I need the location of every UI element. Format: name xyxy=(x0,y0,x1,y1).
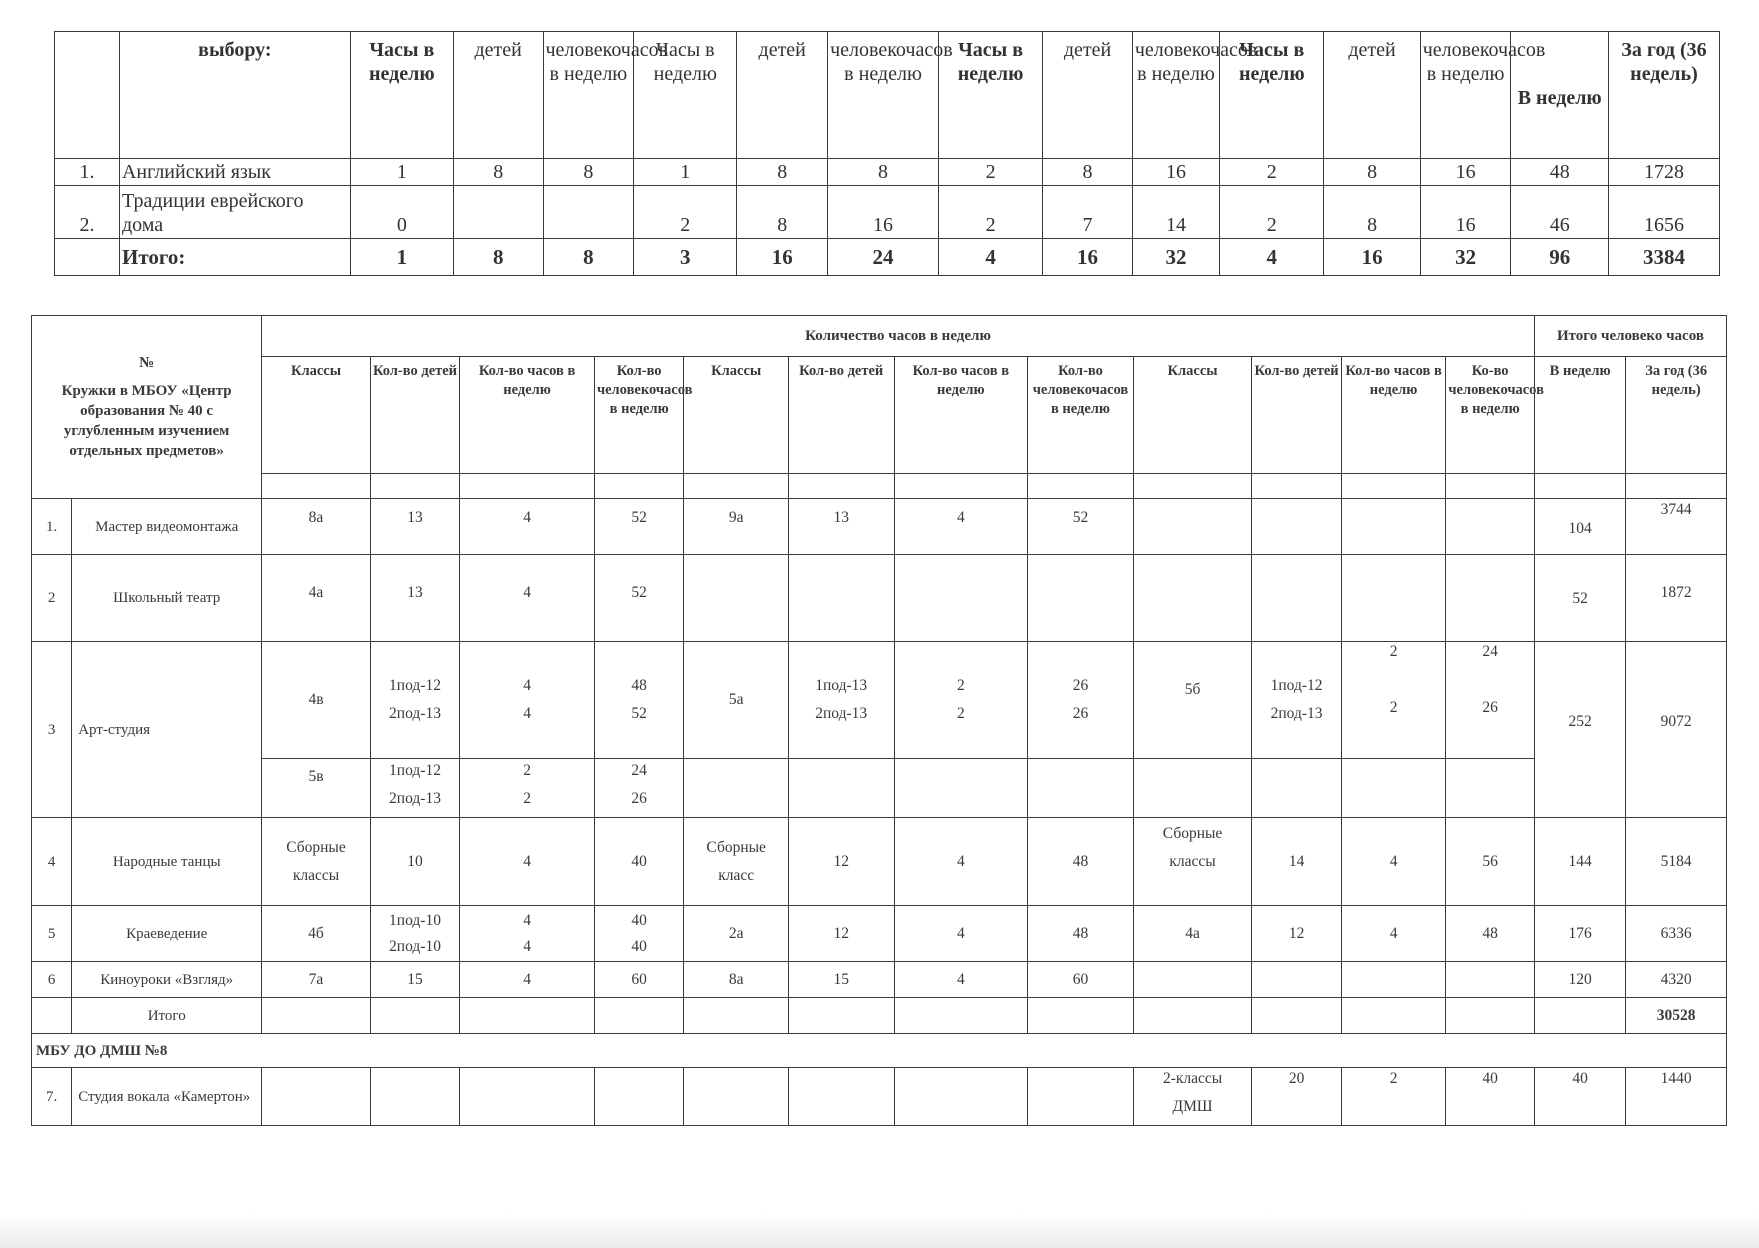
row-number: 2. xyxy=(55,186,120,239)
subgroup-value: 26 xyxy=(631,790,647,807)
cell: 4 xyxy=(894,499,1028,555)
cell: 15 xyxy=(788,962,894,998)
cell: 4б xyxy=(262,906,371,962)
cell: 2 xyxy=(1341,1068,1446,1126)
header-hours: Кол-во часов в неделю xyxy=(1341,357,1446,474)
table-subrow xyxy=(32,759,1727,818)
subgroup-value: 26 xyxy=(1072,677,1089,694)
cell: 5184 xyxy=(1626,818,1727,906)
cell xyxy=(1446,642,1535,759)
cell: 5б xyxy=(1133,642,1252,759)
subject-header: выбору: xyxy=(119,32,350,159)
subgroup-value: 40 xyxy=(631,937,647,955)
header-classes: Классы xyxy=(262,357,371,474)
cell: 16 xyxy=(1132,159,1219,186)
cell xyxy=(684,818,789,906)
cell: 3384 xyxy=(1608,239,1719,276)
cell: 4 xyxy=(460,818,595,906)
table-row xyxy=(32,1068,1727,1126)
table-row xyxy=(32,906,1727,962)
table-header-row xyxy=(32,357,1727,474)
cell xyxy=(1252,642,1341,759)
header-classes: Классы xyxy=(684,357,789,474)
header-hours: Часы в неделю xyxy=(939,32,1043,159)
subject-name: Традиции еврейского дома xyxy=(119,186,350,239)
cell: 252 xyxy=(1534,642,1625,818)
cell: 4 xyxy=(1341,818,1446,906)
subgroup-value: 1под-10 xyxy=(389,911,441,929)
subgroup-value: 24 xyxy=(631,762,647,779)
elective-hours-table xyxy=(54,31,1720,276)
section-title: МБУ ДО ДМШ №8 xyxy=(32,1034,1727,1068)
cell: 48 xyxy=(1028,818,1134,906)
row-number: 7. xyxy=(32,1068,72,1126)
cell xyxy=(594,759,683,818)
cell: 4 xyxy=(1220,239,1324,276)
cell: 20 xyxy=(1252,1068,1341,1126)
cell: 48 xyxy=(1028,906,1134,962)
hours-per-week-header: Количество часов в неделю xyxy=(262,316,1535,357)
cell: 96 xyxy=(1511,239,1608,276)
header-children: Кол-во детей xyxy=(788,357,894,474)
header-children: детей xyxy=(737,32,828,159)
cell: 7а xyxy=(262,962,371,998)
total-row xyxy=(32,998,1727,1034)
subgroup-value: 2 xyxy=(1389,699,1398,716)
cell: 8 xyxy=(1324,186,1420,239)
header-children: детей xyxy=(1324,32,1420,159)
cell: 48 xyxy=(1511,159,1608,186)
cell: 1 xyxy=(634,159,737,186)
cell: 2 xyxy=(939,186,1043,239)
cell-line: Сборные xyxy=(286,838,346,856)
row-number: 3 xyxy=(32,642,72,818)
cell: 46 xyxy=(1511,186,1608,239)
cell xyxy=(594,642,683,759)
clubs-header xyxy=(32,316,262,499)
table-row xyxy=(32,499,1727,555)
grand-total: 30528 xyxy=(1626,998,1727,1034)
header-person-hours: человекочасов в неделю xyxy=(1420,32,1511,159)
table-row xyxy=(32,962,1727,998)
subgroup-value: 2 xyxy=(956,705,965,722)
subject-name: Английский язык xyxy=(119,159,350,186)
subgroup-value: 1под-12 xyxy=(389,762,441,779)
cell: 5а xyxy=(684,642,789,759)
cell: 4 xyxy=(460,499,595,555)
cell: 16 xyxy=(1324,239,1420,276)
page-bottom-edge xyxy=(0,1214,1759,1248)
subgroup-value: 4 xyxy=(523,677,531,694)
club-name: Краеведение xyxy=(72,906,262,962)
cell: 9072 xyxy=(1626,642,1727,818)
cell xyxy=(370,642,459,759)
cell: 32 xyxy=(1420,239,1511,276)
subgroup-value: 2 xyxy=(523,790,531,807)
cell: 144 xyxy=(1534,818,1625,906)
total-label: Итого xyxy=(72,998,262,1034)
cell-line: классы xyxy=(1169,853,1216,870)
header-children: детей xyxy=(453,32,543,159)
total-label: Итого: xyxy=(119,239,350,276)
cell xyxy=(594,906,683,962)
cell-line: Сборные xyxy=(1162,825,1223,842)
row-number: 2 xyxy=(32,555,72,642)
cell xyxy=(1028,642,1134,759)
cell: 16 xyxy=(737,239,828,276)
cell: 6336 xyxy=(1626,906,1727,962)
cell-line: 2-классы xyxy=(1162,1070,1223,1087)
cell-line: Сборные xyxy=(706,838,766,856)
header-person-hours: человекочасов в неделю xyxy=(543,32,634,159)
row-number: 4 xyxy=(32,818,72,906)
cell: 3744 xyxy=(1626,499,1727,555)
subgroup-value: 2под-13 xyxy=(389,705,441,722)
header-per-week: В неделю xyxy=(1511,32,1608,159)
cell: 4 xyxy=(1341,906,1446,962)
header-person-hours: Кол-во человекочасов в неделю xyxy=(1028,357,1134,474)
cell: 8 xyxy=(1043,159,1133,186)
subgroup-value: 52 xyxy=(631,705,647,722)
cell: 2а xyxy=(684,906,789,962)
cell: 8 xyxy=(1324,159,1420,186)
header-children: Кол-во детей xyxy=(1252,357,1341,474)
header-person-hours: человекочасов в неделю xyxy=(828,32,939,159)
cell: 52 xyxy=(594,555,683,642)
header-hours: Часы в неделю xyxy=(350,32,453,159)
subgroup-value: 2 xyxy=(1389,643,1398,660)
clubs-title: Кружки в МБОУ «Центр образования № 40 с углубленным изучением отдельных предметов» xyxy=(61,383,232,459)
table-row xyxy=(32,642,1727,759)
cell: 4320 xyxy=(1626,962,1727,998)
cell: 8 xyxy=(543,239,634,276)
subgroup-value: 1под-12 xyxy=(389,677,441,694)
cell: 1872 xyxy=(1626,555,1727,642)
cell: 32 xyxy=(1132,239,1219,276)
subgroup-value: 2под-13 xyxy=(815,705,868,722)
cell: 2 xyxy=(939,159,1043,186)
cell: 16 xyxy=(1420,159,1511,186)
header-hours: Кол-во часов в неделю xyxy=(894,357,1028,474)
cell: 8 xyxy=(453,239,543,276)
cell: 1 xyxy=(350,239,453,276)
row-number: 5 xyxy=(32,906,72,962)
header-per-week: В неделю xyxy=(1534,357,1625,474)
cell: 120 xyxy=(1534,962,1625,998)
cell: 12 xyxy=(788,818,894,906)
cell: 5в xyxy=(262,759,371,818)
table-row xyxy=(55,186,1720,239)
club-name: Киноуроки «Взгляд» xyxy=(72,962,262,998)
cell: 52 xyxy=(594,499,683,555)
cell-line: класс xyxy=(718,866,755,884)
cell xyxy=(460,906,595,962)
cell: 8а xyxy=(262,499,371,555)
header-per-year: За год (36 недель) xyxy=(1626,357,1727,474)
table-row xyxy=(55,159,1720,186)
header-per-year: За год (36 недель) xyxy=(1608,32,1719,159)
cell xyxy=(262,818,371,906)
header-hours: Часы в неделю xyxy=(634,32,737,159)
cell: 40 xyxy=(1534,1068,1625,1126)
cell: 52 xyxy=(1534,555,1625,642)
subgroup-value: 4 xyxy=(523,705,531,722)
cell: 2 xyxy=(1220,186,1324,239)
cell: 1728 xyxy=(1608,159,1719,186)
header-person-hours: Ко-во человекочасов в неделю xyxy=(1446,357,1535,474)
subgroup-value: 4 xyxy=(523,937,531,955)
club-name: Школьный театр xyxy=(72,555,262,642)
row-number: 6 xyxy=(32,962,72,998)
subgroup-value: 4 xyxy=(523,911,531,929)
cell: 4а xyxy=(262,555,371,642)
header-person-hours: Кол-во человекочасов в неделю xyxy=(594,357,683,474)
cell xyxy=(543,186,634,239)
cell: 8 xyxy=(453,159,543,186)
cell: 60 xyxy=(594,962,683,998)
cell: 4 xyxy=(460,962,595,998)
cell: 8 xyxy=(828,159,939,186)
cell xyxy=(460,642,595,759)
subgroup-value: 2под-10 xyxy=(389,937,441,955)
cell: 13 xyxy=(370,555,459,642)
cell: 12 xyxy=(1252,906,1341,962)
cell xyxy=(453,186,543,239)
clubs-hours-table xyxy=(31,315,1727,1126)
cell xyxy=(370,759,459,818)
club-name: Студия вокала «Камертон» xyxy=(72,1068,262,1126)
cell: 4 xyxy=(894,906,1028,962)
cell: 4в xyxy=(262,642,371,759)
cell: 176 xyxy=(1534,906,1625,962)
cell: 52 xyxy=(1028,499,1134,555)
cell: 4 xyxy=(939,239,1043,276)
header-spacer-row xyxy=(32,474,1727,499)
cell: 0 xyxy=(350,186,453,239)
header-hours: Кол-во часов в неделю xyxy=(460,357,595,474)
cell: 4а xyxy=(1133,906,1252,962)
total-row xyxy=(55,239,1720,276)
cell xyxy=(370,906,459,962)
club-name: Народные танцы xyxy=(72,818,262,906)
cell: 40 xyxy=(1446,1068,1535,1126)
cell: 2 xyxy=(634,186,737,239)
cell: 1656 xyxy=(1608,186,1719,239)
cell: 3 xyxy=(634,239,737,276)
total-person-hours-header: Итого человеко часов xyxy=(1534,316,1726,357)
cell xyxy=(894,642,1028,759)
cell: 1 xyxy=(350,159,453,186)
subgroup-value: 2под-13 xyxy=(389,790,441,807)
subgroup-value: 26 xyxy=(1072,705,1089,722)
cell: 13 xyxy=(370,499,459,555)
subgroup-value: 1под-13 xyxy=(815,677,868,694)
cell: 13 xyxy=(788,499,894,555)
cell: 48 xyxy=(1446,906,1535,962)
cell-line: ДМШ xyxy=(1172,1098,1213,1115)
cell: 2 xyxy=(1220,159,1324,186)
cell: 10 xyxy=(370,818,459,906)
cell: 56 xyxy=(1446,818,1535,906)
club-name: Арт-студия xyxy=(72,642,262,818)
subgroup-value: 2 xyxy=(523,762,531,779)
subgroup-value: 1под-12 xyxy=(1270,677,1323,694)
subgroup-value: 40 xyxy=(631,911,647,929)
cell: 1440 xyxy=(1626,1068,1727,1126)
table-row xyxy=(32,818,1727,906)
cell: 24 xyxy=(828,239,939,276)
header-hours: Часы в неделю xyxy=(1220,32,1324,159)
header-person-hours: человекочасов в неделю xyxy=(1132,32,1219,159)
section-row xyxy=(32,1034,1727,1068)
cell: 8а xyxy=(684,962,789,998)
subgroup-value: 48 xyxy=(631,677,647,694)
cell: 4 xyxy=(894,818,1028,906)
cell: 8 xyxy=(543,159,634,186)
table-row xyxy=(32,555,1727,642)
cell: 16 xyxy=(1420,186,1511,239)
cell: 4 xyxy=(894,962,1028,998)
cell: 14 xyxy=(1132,186,1219,239)
header-children: Кол-во детей xyxy=(370,357,459,474)
cell: 16 xyxy=(828,186,939,239)
cell xyxy=(788,642,894,759)
cell: 8 xyxy=(737,159,828,186)
cell: 15 xyxy=(370,962,459,998)
cell: 7 xyxy=(1043,186,1133,239)
cell: 60 xyxy=(1028,962,1134,998)
subgroup-value: 2 xyxy=(956,677,965,694)
table-header-row xyxy=(55,32,1720,159)
cell: 4 xyxy=(460,555,595,642)
cell: 16 xyxy=(1043,239,1133,276)
cell: 14 xyxy=(1252,818,1341,906)
subgroup-value: 24 xyxy=(1482,643,1498,660)
cell xyxy=(1133,1068,1252,1126)
cell: 104 xyxy=(1534,499,1625,555)
cell xyxy=(1133,818,1252,906)
club-name: Мастер видеомонтажа xyxy=(72,499,262,555)
cell: 9а xyxy=(684,499,789,555)
subgroup-value: 2под-13 xyxy=(1270,705,1323,722)
header-classes: Классы xyxy=(1133,357,1252,474)
cell-line: классы xyxy=(292,866,340,884)
number-sign: № xyxy=(139,355,155,371)
cell: 40 xyxy=(594,818,683,906)
table-header-row xyxy=(32,316,1727,357)
cell: 12 xyxy=(788,906,894,962)
cell xyxy=(460,759,595,818)
row-number: 1. xyxy=(55,159,120,186)
header-children: детей xyxy=(1043,32,1133,159)
cell: 8 xyxy=(737,186,828,239)
row-number: 1. xyxy=(32,499,72,555)
cell xyxy=(1341,642,1446,759)
subgroup-value: 26 xyxy=(1482,699,1498,716)
